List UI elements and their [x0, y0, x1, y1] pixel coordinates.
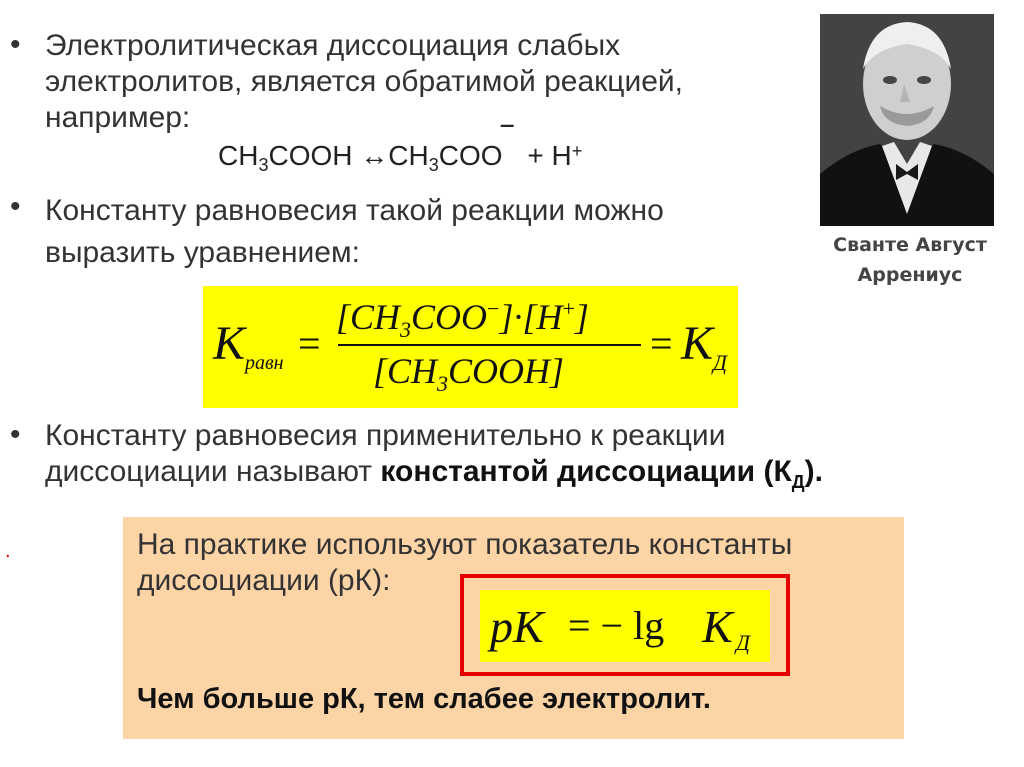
bullet-symbol: • [10, 28, 21, 61]
dissociation-reaction [218, 122, 583, 176]
num-sub: 3 [400, 317, 412, 342]
equals-sign: = [298, 321, 321, 366]
reaction-ch-2: CH [388, 140, 429, 171]
caption-line-2: Аррениус [857, 264, 963, 286]
bullet-1-text [45, 28, 805, 136]
reaction-arrow: ↔ [360, 140, 389, 171]
arrhenius-portrait [820, 14, 994, 226]
bullet-2-line-1: Константу равновесия такой реакции можно [45, 194, 664, 227]
num-coo: COO [411, 297, 488, 337]
k-subscript: равн [245, 352, 284, 374]
num-open: [CH [336, 297, 401, 337]
reaction-plus-sup: + [571, 141, 583, 161]
numerator [336, 296, 589, 343]
equals-sign-2: = [650, 321, 673, 366]
portrait-image [820, 14, 994, 226]
stray-dot: . [5, 540, 11, 562]
pk-equals-lg: = − lg [568, 603, 665, 648]
equilibrium-constant-formula [203, 286, 738, 408]
caption-line-1: Сванте Август [833, 234, 987, 256]
bullet-1-line-3: например: [45, 101, 191, 134]
bullet-2-text [45, 190, 805, 274]
num-minus: − [487, 296, 500, 321]
term-end: ). [804, 455, 823, 488]
bullet-2-line-2: выразить уравнением: [45, 236, 360, 269]
den-close: ] [550, 351, 565, 391]
bullet-symbol: • [10, 418, 21, 451]
num-h: ]·[H [499, 297, 563, 337]
bullet-3-plain: диссоциации называют [45, 455, 381, 488]
portrait-caption [800, 230, 1020, 290]
pk-symbol: рК [490, 601, 544, 652]
pk-k-subscript: Д [736, 630, 750, 655]
kd-subscript: Д [713, 350, 727, 375]
bullet-symbol: • [10, 190, 21, 223]
reaction-sub-2: 3 [428, 155, 439, 175]
pk-info-line-2: диссоциации (рК): [137, 564, 391, 597]
den-open: [CH [373, 351, 438, 391]
reaction-sub: 3 [258, 155, 269, 175]
num-plus: + [562, 296, 575, 321]
bullet-3-line-1: Константу равновесия применительно к реакции [45, 419, 726, 452]
pk-conclusion: Чем больше рК, тем слабее электролит. [137, 683, 711, 715]
bullet-3-text [45, 418, 1005, 500]
bullet-1-line-1: Электролитическая диссоциация слабых [45, 29, 621, 62]
dissociation-constant-term [380, 455, 823, 492]
bullet-1-line-2: электролитов, является обратимой реакцией, [45, 65, 683, 98]
reaction-minus: ‾ [502, 122, 512, 153]
fraction-bar [338, 344, 641, 346]
pk-formula [480, 590, 770, 662]
reaction-cooh: COOH [268, 140, 353, 171]
pk-info-line-1: На практике используют показатель константы [137, 528, 793, 561]
reaction-coo: COO [438, 140, 503, 171]
k-symbol: К [213, 317, 245, 370]
pk-k-symbol: К [702, 601, 733, 652]
num-close: ] [574, 297, 589, 337]
kd-symbol: К [681, 317, 713, 370]
reaction-ch: CH [218, 140, 259, 171]
term-text: константой диссоциации (К [380, 455, 792, 488]
den-cooh: COOH [448, 351, 551, 391]
bullet-3-line-2 [45, 454, 1005, 500]
reaction-plus-h: + H [527, 140, 572, 171]
term-sub: Д [791, 472, 805, 492]
den-sub: 3 [437, 371, 449, 396]
denominator [373, 350, 564, 397]
